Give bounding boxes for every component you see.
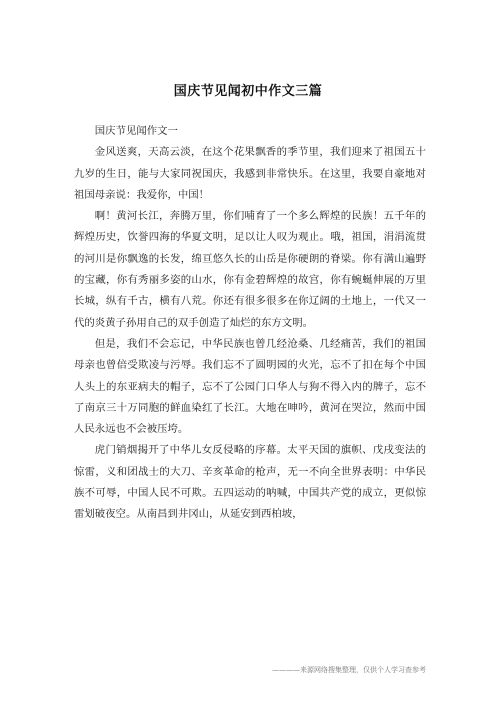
paragraph: 啊！黄河长江，奔腾万里，你们哺育了一个多么辉煌的民族！五千年的辉煌历史，饮誉四海的华夏文明，足以让人叹为观止。哦，祖国，涓涓流贯的河川是你飘逸的长发，绵亘悠久长的山岳是你硬朗的脊梁。你有满山遍野的宝藏，你有秀丽多姿的山水，你有金碧辉煌的故宫，你有蜿蜒伸展的万里长城，纵有千古，横有八荒。你还有很多很多在你辽阔的土地上，一代又一代的炎黄子孙用自己的双手创造了灿烂的东方文明。: [74, 210, 426, 329]
paragraph: 金风送爽，天高云淡，在这个花果飘香的季节里，我们迎来了祖国五十九岁的生日，能与大家同祝国庆，我感到非常快乐。在这里，我要自豪地对祖国母亲说：我爱你，中国！: [74, 146, 426, 201]
section-subtitle: 国庆节见闻作文一: [94, 125, 178, 137]
source-footer: ————来源网络搜集整理，仅供个人学习查参考: [272, 666, 426, 674]
paragraph: 但是，我们不会忘记，中华民族也曾几经沧桑、几经痛苦，我们的祖国母亲也曾倍受欺凌与污辱。我们忘不了圆明园的火光，忘不了扣在每个中国人头上的东亚病夫的帽子，忘不了公园门口华人与狗不得入内的牌子，忘不了南京三十万同胞的鲜血染红了长江。大地在呻吟，黄河在哭泣，然而中国人民永远也不会被压垮。: [74, 337, 426, 436]
paragraph: 虎门销烟揭开了中华儿女反侵略的序幕。太平天国的旗帜、戊戌变法的惊雷，义和团战士的大刀、辛亥革命的枪声，无一不向全世界表明：中华民族不可辱，中国人民不可欺。五四运动的呐喊，中国共产党的成立，更似惊雷划破夜空。从南昌到井冈山，从延安到西柏坡，: [74, 444, 426, 521]
document-title: 国庆节见闻初中作文三篇: [173, 84, 323, 99]
document-body: [74, 121, 426, 526]
